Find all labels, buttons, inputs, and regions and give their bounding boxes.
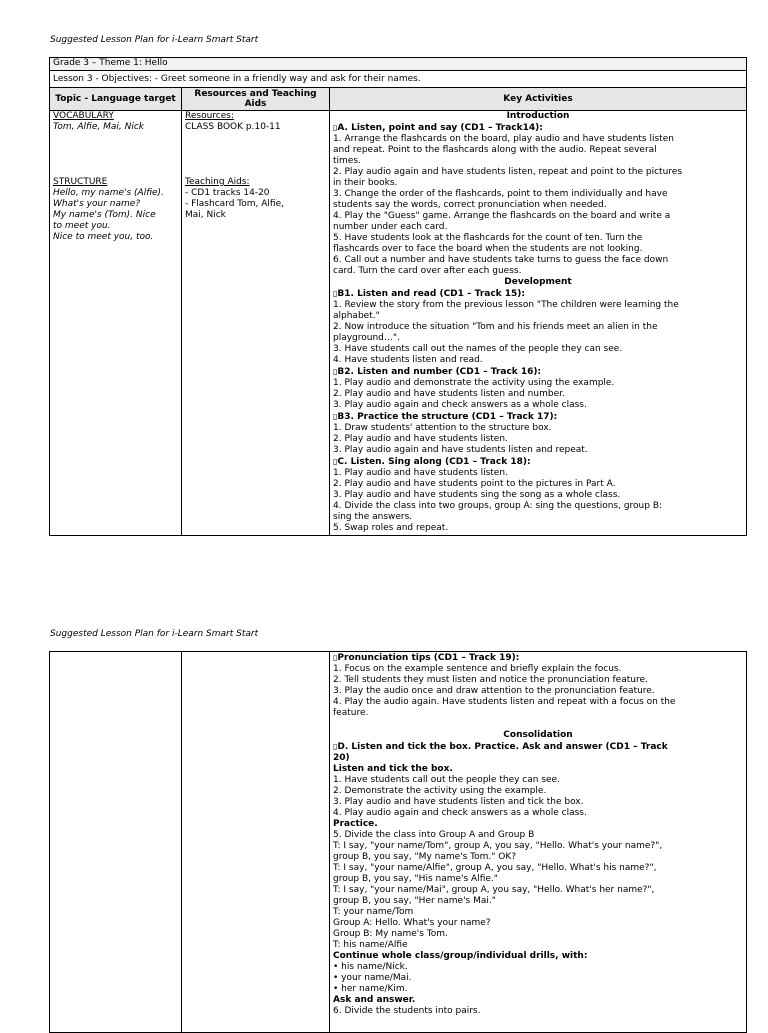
col-header-topic: Topic - Language target (50, 88, 182, 111)
activity-line: 5. Have students look at the flashcards for the count of ten. Turn the (333, 233, 643, 243)
activity-line: alphabet." (333, 311, 380, 321)
activity-line: 4. Divide the class into two groups, group A: sing the questions, group B: (333, 501, 663, 511)
activity-line: 4. Play the "Guess" game. Arrange the flashcards on the board and write a (333, 211, 671, 221)
activity-line: times. (333, 156, 361, 166)
activity-line: 1. Play audio and demonstrate the activity using the example. (333, 378, 615, 388)
activity-line: 2. Play audio and have students point to the pictures in Part A. (333, 479, 616, 489)
activity-line: 4. Play audio again and check answers as a whole class. (333, 808, 587, 818)
activities-cell (330, 111, 747, 536)
practice-title: Practice. (333, 819, 378, 829)
activity-line: students say the words, correct pronunciation when needed. (333, 200, 607, 210)
activity-line: T: I say, "your name/Alfie", group A, you say, "Hello. What's his name?", (333, 863, 657, 873)
activity-line: 2. Tell students they must listen and notice the pronunciation feature. (333, 675, 648, 685)
activity-d-title: ▯ D. Listen and tick the box. Practice. Ask and answer (CD1 – Track (333, 741, 743, 753)
activity-line: 4. Have students listen and read. (333, 355, 483, 365)
activity-line: 3. Play the audio once and draw attention to the pronunciation feature. (333, 686, 655, 696)
activity-line: 6. Call out a number and have students take turns to guess the face down (333, 255, 669, 265)
activity-line: group B, you say, "His name's Alfie." (333, 874, 498, 884)
activity-line: 3. Play audio and have students listen and tick the box. (333, 797, 584, 807)
activity-line: T: your name/Tom (333, 907, 414, 917)
activity-line: feature. (333, 708, 369, 718)
topic-cell-empty (50, 652, 182, 1033)
activity-line: 2. Play audio and have students listen and number. (333, 389, 565, 399)
activity-line: 2. Play audio again and have students listen, repeat and point to the pictures (333, 167, 683, 177)
drill-line: • your name/Mai. (333, 973, 412, 983)
vocab-label: VOCABULARY (53, 111, 114, 121)
activity-line: 4. Play the audio again. Have students listen and repeat with a focus on the (333, 697, 676, 707)
lesson-table-1 (49, 57, 747, 536)
structure-label: STRUCTURE (53, 177, 108, 187)
activity-line: 5. Divide the class into Group A and Group B (333, 830, 535, 840)
activity-line: 5. Swap roles and repeat. (333, 523, 449, 533)
activity-line: card. Turn the card over after each guess. (333, 266, 522, 276)
teaching-aid-line: - Flashcard Tom, Alfie, (185, 199, 284, 209)
ask-title: Ask and answer. (333, 995, 416, 1005)
activity-line: group B, you say, "My name's Tom." OK? (333, 852, 517, 862)
activity-line: T: his name/Alfie (333, 940, 408, 950)
activity-line: 1. Focus on the example sentence and briefly explain the focus. (333, 664, 622, 674)
activity-line: Group A: Hello. What's your name? (333, 918, 491, 928)
resources-text: CLASS BOOK p.10-11 (185, 122, 281, 132)
activity-b1-title: ▯ B1. Listen and read (CD1 – Track 15): (333, 288, 743, 300)
activity-line: 1. Play audio and have students listen. (333, 468, 508, 478)
activity-line: flashcards over to face the board when the students are not looking. (333, 244, 643, 254)
resources-cell-empty (182, 652, 330, 1033)
activity-line: sing the answers. (333, 512, 413, 522)
activity-a-title: ▯ A. Listen, point and say (CD1 – Track14): (333, 122, 743, 134)
activity-line: 2. Play audio and have students listen. (333, 434, 508, 444)
col-header-resources: Resources and Teaching Aids (182, 88, 330, 111)
teaching-aids-label: Teaching Aids: (185, 177, 250, 187)
page-header-1: Suggested Lesson Plan for i-Learn Smart Start (50, 35, 259, 45)
activity-b2-title: ▯ B2. Listen and number (CD1 – Track 16): (333, 366, 743, 378)
activity-line: 3. Have students call out the names of the people they can see. (333, 344, 623, 354)
activity-line: 1. Arrange the flashcards on the board, play audio and have students listen (333, 134, 674, 144)
teaching-aid-line: Mai, Nick (185, 210, 226, 220)
topic-cell (50, 111, 182, 536)
teaching-aid-line: - CD1 tracks 14-20 (185, 188, 270, 198)
activity-line: T: I say, "your name/Mai", group A, you say, "Hello. What's her name?", (333, 885, 655, 895)
page-header-2: Suggested Lesson Plan for i-Learn Smart Start (50, 629, 259, 639)
activity-line: group B, you say, "Her name's Mai." (333, 896, 496, 906)
resources-label: Resources: (185, 111, 234, 121)
activity-c-title: ▯ C. Listen. Sing along (CD1 – Track 18): (333, 456, 743, 468)
activity-line: T: I say, "your name/Tom", group A, you say, "Hello. What's your name?", (333, 841, 663, 851)
activity-line: 3. Play audio and have students sing the song as a whole class. (333, 490, 621, 500)
activity-line: and repeat. Point to the flashcards along with the audio. Repeat several (333, 145, 657, 155)
activity-line: 1. Draw students' attention to the structure box. (333, 423, 552, 433)
resources-cell (182, 111, 330, 536)
structure-line: Hello, my name's (Alfie). (53, 188, 164, 198)
activity-d-title-cont: 20) (333, 753, 350, 763)
activity-b3-title: ▯ B3. Practice the structure (CD1 – Track 17): (333, 411, 743, 423)
tick-title: Listen and tick the box. (333, 764, 453, 774)
activity-line: 2. Demonstrate the activity using the example. (333, 786, 547, 796)
activity-line: 3. Change the order of the flashcards, point to them individually and have (333, 189, 668, 199)
activities-cell-2 (330, 652, 747, 1033)
drill-line: • her name/Kim. (333, 984, 408, 994)
activity-line: 3. Play audio again and check answers as a whole class. (333, 400, 587, 410)
drill-title: Continue whole class/group/individual drills, with: (333, 951, 588, 961)
activity-line: 2. Now introduce the situation "Tom and his friends meet an alien in the (333, 322, 658, 332)
activity-line: playground…". (333, 333, 400, 343)
structure-line: My name's (Tom). Nice (53, 210, 156, 220)
vocab-text: Tom, Alfie, Mai, Nick (53, 122, 145, 132)
development-title: Development (504, 277, 572, 287)
drill-line: • his name/Nick. (333, 962, 408, 972)
grade-title: Grade 3 – Theme 1: Hello (50, 58, 747, 71)
activity-line: 3. Play audio again and have students listen and repeat. (333, 445, 588, 455)
introduction-title: Introduction (506, 111, 570, 121)
activity-line: 6. Divide the students into pairs. (333, 1006, 481, 1016)
structure-line: Nice to meet you, too. (53, 232, 154, 242)
lesson-objectives: Lesson 3 - Objectives: - Greet someone in a friendly way and ask for their names. (50, 71, 747, 88)
structure-line: to meet you. (53, 221, 111, 231)
consolidation-title: Consolidation (503, 730, 573, 740)
activity-line: 1. Review the story from the previous lesson "The children were learning the (333, 300, 679, 310)
activity-line: in their books. (333, 178, 398, 188)
activity-line: Group B: My name's Tom. (333, 929, 448, 939)
structure-line: What's your name? (53, 199, 141, 209)
activity-line: number under each card. (333, 222, 448, 232)
lesson-table-2 (49, 651, 747, 1033)
activity-line: 1. Have students call out the people they can see. (333, 775, 560, 785)
col-header-activities: Key Activities (330, 88, 747, 111)
pronunciation-title: ▯ Pronunciation tips (CD1 – Track 19): (333, 652, 743, 664)
